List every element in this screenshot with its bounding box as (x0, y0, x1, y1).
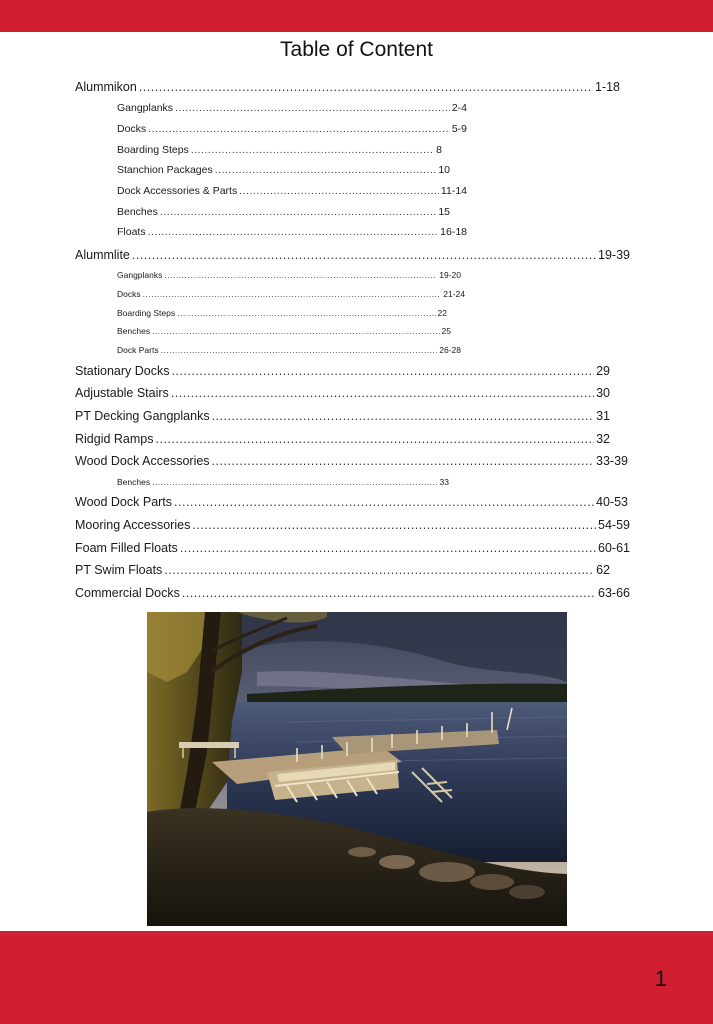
toc-page: 31 (596, 409, 610, 423)
toc-entry (75, 495, 628, 509)
toc-label: Benches (117, 326, 151, 336)
toc-entry (75, 541, 630, 555)
toc-entry (75, 586, 630, 600)
dock-photo (147, 612, 567, 926)
toc-page: 1-18 (594, 80, 620, 94)
toc-label: Ridgid Ramps (75, 432, 154, 446)
toc-page: 2-4 (451, 102, 467, 114)
toc-entry (117, 206, 450, 218)
toc-entry (117, 326, 451, 336)
toc-entry (75, 563, 610, 577)
header-band (0, 0, 713, 32)
toc-entry (75, 432, 610, 446)
toc-leader (215, 164, 437, 176)
toc-entry (75, 454, 628, 468)
page-number: 1 (654, 966, 667, 991)
toc-entry (117, 477, 449, 487)
toc-leader (164, 270, 437, 280)
toc-label: Mooring Accessories (75, 518, 191, 532)
toc-entry (117, 164, 450, 176)
toc-leader (152, 326, 439, 336)
toc-label: PT Decking Gangplanks (75, 409, 210, 423)
toc-entry (117, 185, 467, 197)
toc-page: 21-24 (443, 289, 465, 299)
toc-leader (180, 541, 596, 555)
toc-label: Gangplanks (117, 270, 163, 280)
toc-page: 33-39 (596, 454, 628, 468)
toc-leader (132, 248, 596, 262)
toc-entry (75, 386, 610, 400)
toc-leader (160, 206, 436, 218)
toc-page: 26-28 (439, 345, 461, 355)
toc-page: 19-20 (439, 270, 461, 280)
toc-entry (117, 144, 442, 156)
page-title: Table of Content (280, 38, 433, 61)
toc-leader (171, 364, 594, 378)
toc-entry (117, 308, 447, 318)
toc-leader (161, 345, 438, 355)
toc-leader (174, 495, 594, 509)
toc-label: Floats (117, 226, 146, 238)
toc-page: 22 (437, 308, 447, 318)
toc-label: Docks (117, 123, 147, 135)
toc-entry (117, 270, 461, 280)
toc-leader (139, 80, 593, 94)
toc-entry (117, 123, 467, 135)
toc-page: 10 (438, 164, 450, 176)
toc-leader (171, 386, 594, 400)
toc-label: Stationary Docks (75, 364, 170, 378)
toc-page: 29 (596, 364, 610, 378)
toc-leader (148, 226, 439, 238)
toc-page: 40-53 (596, 495, 628, 509)
toc-leader (192, 518, 596, 532)
toc-label: Adjustable Stairs (75, 386, 169, 400)
toc-page: 32 (596, 432, 610, 446)
toc-label: Benches (117, 477, 151, 487)
toc-label: Dock Parts (117, 345, 159, 355)
toc-label: Alummlite (75, 248, 130, 262)
toc-label: Foam Filled Floats (75, 541, 178, 555)
toc-entry (117, 226, 467, 238)
toc-label: Wood Dock Parts (75, 495, 173, 509)
toc-page: 19-39 (598, 248, 630, 262)
toc-label: Commercial Docks (75, 586, 180, 600)
toc-page: 11-14 (440, 185, 467, 197)
toc-page: 63-66 (598, 586, 630, 600)
toc-label: Gangplanks (117, 102, 174, 114)
toc-leader (212, 454, 594, 468)
toc-page: 5-9 (451, 123, 467, 135)
toc-leader (148, 123, 450, 135)
toc-leader (177, 308, 435, 318)
toc-label: Alummikon (75, 80, 137, 94)
toc-leader (152, 477, 437, 487)
toc-page: 62 (596, 563, 610, 577)
toc-entry (117, 102, 467, 114)
toc-label: Docks (117, 289, 141, 299)
toc-page: 8 (436, 144, 442, 156)
toc-leader (156, 432, 595, 446)
toc-label: Benches (117, 206, 158, 218)
toc-label: Boarding Steps (117, 308, 176, 318)
toc-leader (143, 289, 442, 299)
toc-entry (117, 345, 461, 355)
toc-leader (182, 586, 596, 600)
toc-page: 60-61 (598, 541, 630, 555)
toc-entry (117, 289, 465, 299)
toc-entry (75, 248, 630, 262)
toc-entry (75, 364, 610, 378)
toc-label: PT Swim Floats (75, 563, 163, 577)
toc-leader (212, 409, 595, 423)
toc-page: 16-18 (440, 226, 467, 238)
toc-page: 30 (596, 386, 610, 400)
toc-entry (75, 518, 630, 532)
toc-entry (75, 80, 620, 94)
toc-entry (75, 409, 610, 423)
toc-label: Dock Accessories & Parts (117, 185, 238, 197)
toc-label: Wood Dock Accessories (75, 454, 210, 468)
toc-page: 33 (439, 477, 449, 487)
toc-page: 15 (438, 206, 450, 218)
toc-leader (191, 144, 434, 156)
toc-page: 25 (441, 326, 451, 336)
toc-leader (164, 563, 594, 577)
toc-leader (239, 185, 439, 197)
toc-page: 54-59 (598, 518, 630, 532)
footer-band (0, 931, 713, 1024)
toc-label: Stanchion Packages (117, 164, 213, 176)
toc-label: Boarding Steps (117, 144, 189, 156)
toc-leader (175, 102, 450, 114)
